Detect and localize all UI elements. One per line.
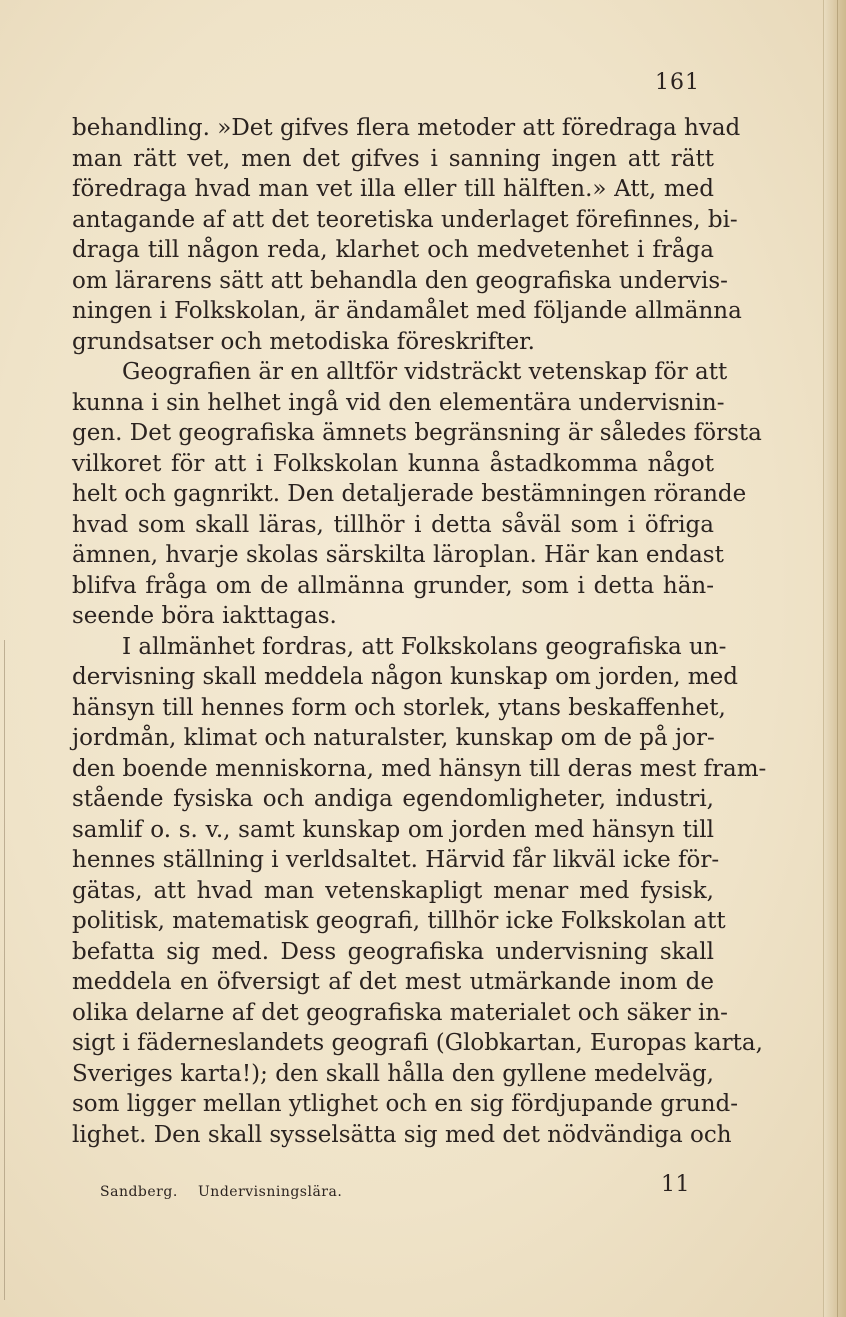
text-line: gätas, att hvad man vetenskapligt menar med fysisk, (72, 877, 714, 904)
text-line: föredraga hvad man vet illa eller till hälften.» Att, med (72, 176, 714, 202)
text-line: stående fysiska och andiga egendomligheter, industri, (72, 786, 714, 812)
page-number: 161 (655, 70, 700, 95)
text-line: blifva fråga om de allmänna grunder, som i detta hän- (72, 572, 714, 599)
footer-title: Undervisningslära. (198, 1184, 343, 1200)
text-line: hennes ställning i verldsaltet. Härvid får likväl icke för- (72, 847, 720, 873)
footer-author: Sandberg. (100, 1184, 178, 1200)
text-line: gen. Det geografiska ämnets begränsning är således första (72, 420, 762, 446)
text-line: befatta sig med. Dess geografiska undervisning skall (72, 938, 714, 965)
page-gutter (823, 0, 846, 1317)
text-line: grundsatser och metodiska föreskrifter. (72, 328, 535, 355)
text-line: helt och gagnrikt. Den detaljerade bestämningen rörande (72, 481, 747, 507)
text-line: Sveriges karta!); den skall hålla den gyllene medelväg, (72, 1060, 714, 1087)
page-edge-mark (4, 640, 5, 1300)
text-line: kunna i sin helhet ingå vid den elementära undervisnin- (72, 389, 725, 416)
text-line: behandling. »Det gifves flera metoder att föredraga hvad (72, 115, 741, 141)
text-line: hänsyn till hennes form och storlek, ytans beskaffenhet, (72, 694, 726, 721)
text-line: dervisning skall meddela någon kunskap om jorden, med (72, 664, 738, 690)
page-footer (100, 1172, 690, 1206)
text-line: som ligger mellan ytlighet och en sig fördjupande grund- (72, 1091, 739, 1117)
text-line: sigt i fäderneslandets geografi (Globkartan, Europas karta, (72, 1030, 763, 1056)
text-line: jordmån, klimat och naturalster, kunskap om de på jor- (72, 725, 715, 751)
text-line: seende böra iakttagas. (72, 603, 337, 629)
text-line: Geografien är en alltför vidsträckt vetenskap för att (122, 359, 728, 385)
text-line: samlif o. s. v., samt kunskap om jorden med hänsyn till (72, 816, 714, 843)
text-line: I allmänhet fordras, att Folkskolans geografiska un- (122, 633, 727, 660)
signature-mark: 11 (661, 1172, 690, 1197)
text-line: vilkoret för att i Folkskolan kunna åstadkomma något (72, 450, 714, 477)
text-line: olika delarne af det geografiska materialet och säker in- (72, 999, 728, 1026)
text-line: man rätt vet, men det gifves i sanning ingen att rätt (72, 145, 714, 172)
text-line: draga till någon reda, klarhet och medvetenhet i fråga (72, 237, 714, 263)
text-line: om lärarens sätt att behandla den geografiska undervis- (72, 267, 728, 294)
text-line: den boende menniskorna, med hänsyn till deras mest fram- (72, 755, 767, 782)
body-text (72, 113, 767, 1150)
text-line: ämnen, hvarje skolas särskilta läroplan. Här kan endast (72, 542, 724, 568)
text-line: politisk, matematisk geografi, tillhör icke Folkskolan att (72, 908, 726, 934)
text-line: antagande af att det teoretiska underlaget förefinnes, bi- (72, 206, 738, 233)
text-line: meddela en öfversigt af det mest utmärkande inom de (72, 969, 714, 995)
binding-edge (837, 0, 838, 1317)
text-line: ningen i Folkskolan, är ändamålet med följande allmänna (72, 298, 742, 324)
text-line: lighet. Den skall sysselsätta sig med det nödvändiga och (72, 1121, 732, 1148)
text-line: hvad som skall läras, tillhör i detta såväl som i öfriga (72, 511, 714, 538)
